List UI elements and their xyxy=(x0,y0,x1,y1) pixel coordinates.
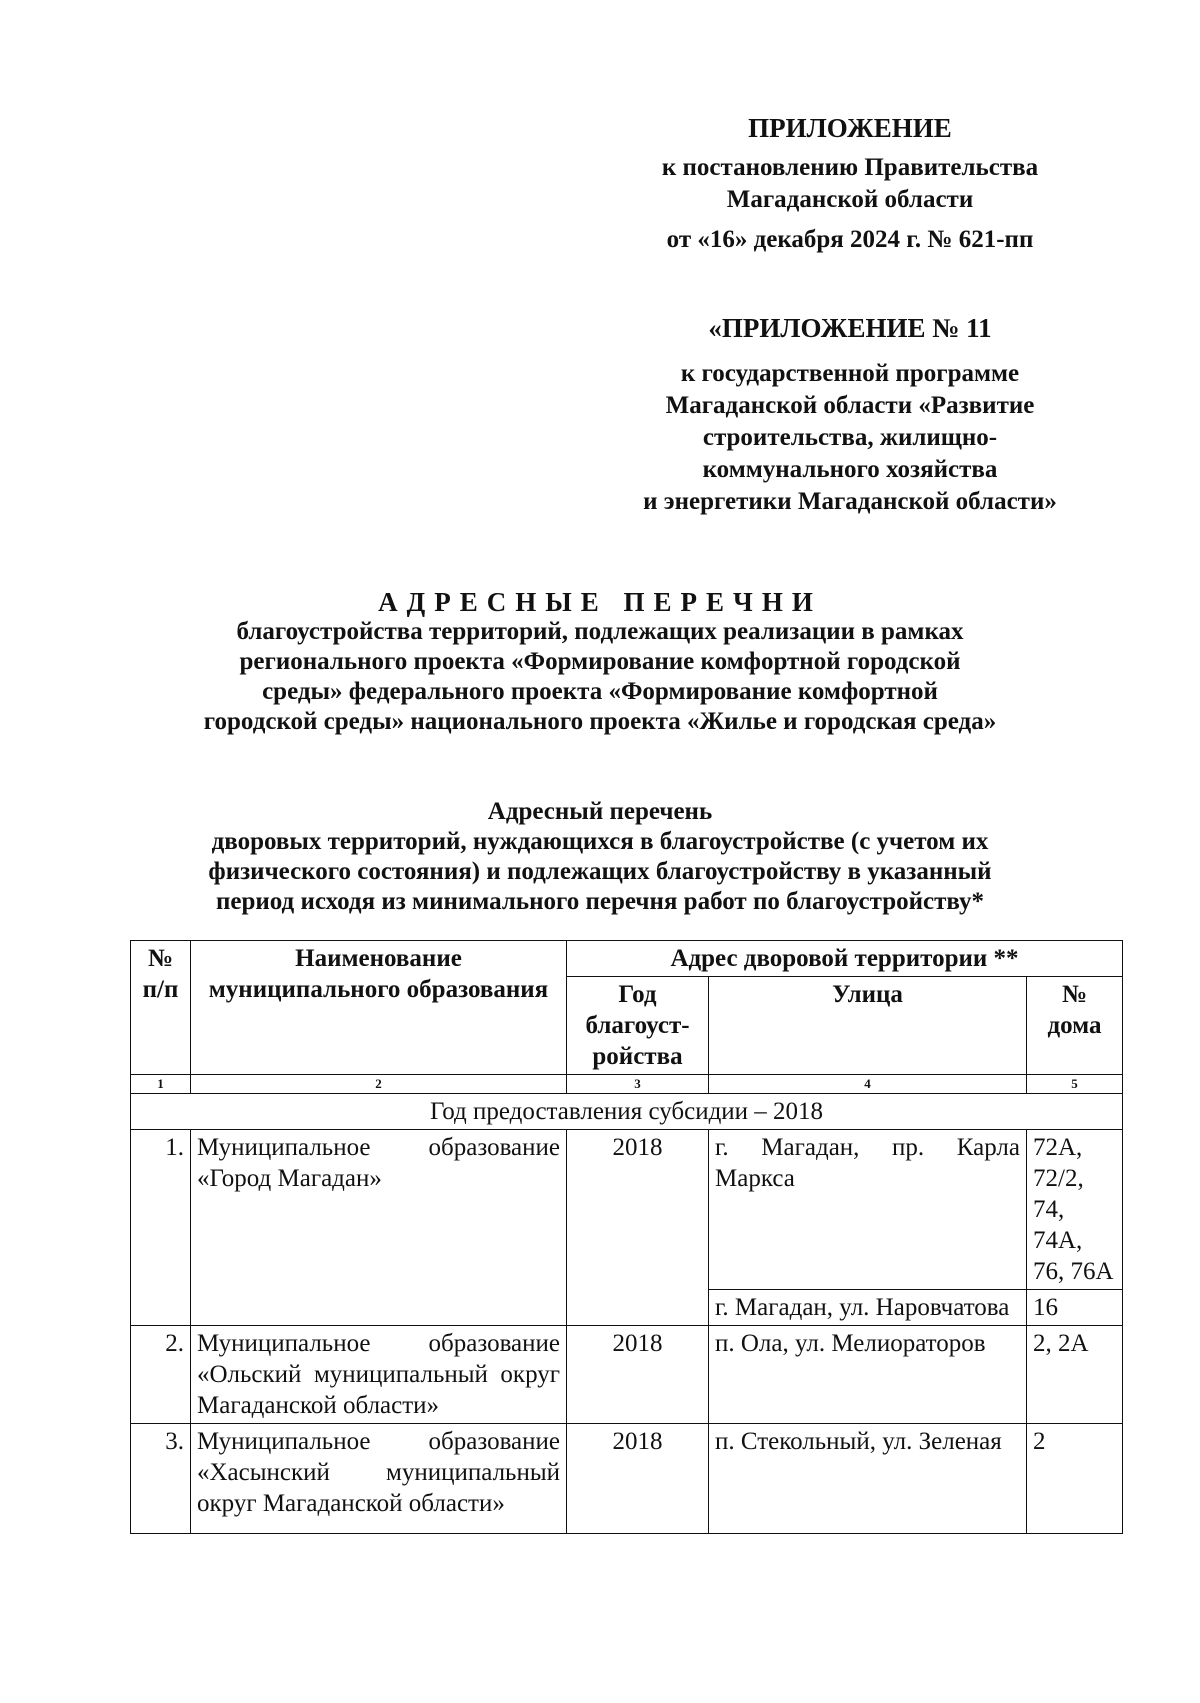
row-num: 1. xyxy=(131,1130,191,1326)
column-number: 2 xyxy=(191,1075,567,1094)
row-house: 2, 2А xyxy=(1027,1326,1123,1424)
appendix-11-line: и энергетики Магаданской области» xyxy=(643,488,1057,515)
address-list-subtitle-line: физического состояния) и подлежащих благоустройству в указанный xyxy=(208,858,992,885)
address-list-heading: Адресный перечень xyxy=(487,798,713,825)
column-number: 3 xyxy=(567,1075,709,1094)
row-num: 2. xyxy=(131,1326,191,1424)
row-street: п. Ола, ул. Мелиораторов xyxy=(709,1326,1027,1424)
appendix-title: ПРИЛОЖЕНИЕ xyxy=(748,113,952,143)
address-list-subtitle-line: дворовых территорий, нуждающихся в благоустройстве (с учетом их xyxy=(211,828,989,855)
table-header-row xyxy=(131,941,1123,977)
header-year: Год благоуст-ройства xyxy=(567,977,709,1075)
appendix-11-header xyxy=(600,312,1100,518)
appendix-line: Магаданской области xyxy=(726,186,974,213)
row-street: г. Магадан, пр. Карла Маркса xyxy=(709,1130,1027,1290)
column-number: 4 xyxy=(709,1075,1027,1094)
appendix-11-line: строительства, жилищно- xyxy=(702,424,998,451)
row-house: 72А, 72/2, 74, 74А, 76, 76А xyxy=(1027,1130,1123,1290)
row-year: 2018 xyxy=(567,1130,709,1326)
address-lists-title xyxy=(120,587,1080,737)
address-lists-subtitle-line: городской среды» национального проекта «Жилье и городская среда» xyxy=(203,708,997,735)
header-municipality: Наименование муниципального образования xyxy=(191,941,567,1075)
table-row xyxy=(131,1326,1123,1424)
row-street: г. Магадан, ул. Наровчатова xyxy=(709,1290,1027,1326)
address-lists-heading: АДРЕСНЫЕ ПЕРЕЧНИ xyxy=(378,587,822,617)
table-row xyxy=(131,1130,1123,1290)
row-municipality: Муниципальное образование «Ольский муниципальный округ Магаданской области» xyxy=(191,1326,567,1424)
address-lists-subtitle-line: благоустройства территорий, подлежащих реализации в рамках xyxy=(236,618,964,645)
subsidy-year-row xyxy=(131,1094,1123,1130)
header-house: № дома xyxy=(1027,977,1123,1075)
row-house: 16 xyxy=(1027,1290,1123,1326)
column-number: 5 xyxy=(1027,1075,1123,1094)
address-lists-subtitle-line: среды» федерального проекта «Формирование комфортной xyxy=(262,678,938,705)
appendix-11-line: Магаданской области «Развитие xyxy=(665,392,1035,419)
row-municipality: Муниципальное образование «Хасынский муниципальный округ Магаданской области» xyxy=(191,1424,567,1534)
appendix-line: к постановлению Правительства xyxy=(661,154,1039,181)
appendix-date-line: от «16» декабря 2024 г. № 621-пп xyxy=(666,226,1034,253)
column-number: 1 xyxy=(131,1075,191,1094)
address-list-title xyxy=(120,797,1080,917)
row-year: 2018 xyxy=(567,1326,709,1424)
column-number-row xyxy=(131,1075,1123,1094)
appendix-11-line: коммунального хозяйства xyxy=(702,456,998,483)
row-num: 3. xyxy=(131,1424,191,1534)
table-row xyxy=(131,1424,1123,1534)
header-street: Улица xyxy=(709,977,1027,1075)
address-list-subtitle-line: период исходя из минимального перечня работ по благоустройству* xyxy=(215,888,985,915)
row-house: 2 xyxy=(1027,1424,1123,1534)
appendix-header xyxy=(600,112,1100,256)
address-lists-subtitle-line: регионального проекта «Формирование комфортной городской xyxy=(239,648,961,675)
header-num: № п/п xyxy=(131,941,191,1075)
row-street: п. Стекольный, ул. Зеленая xyxy=(709,1424,1027,1534)
header-address-group: Адрес дворовой территории ** xyxy=(567,941,1123,977)
appendix-11-title: «ПРИЛОЖЕНИЕ № 11 xyxy=(708,313,992,343)
row-year: 2018 xyxy=(567,1424,709,1534)
subsidy-year-label: Год предоставления субсидии – 2018 xyxy=(131,1094,1123,1130)
row-municipality: Муниципальное образование «Город Магадан» xyxy=(191,1130,567,1326)
appendix-11-line: к государственной программе xyxy=(680,360,1020,387)
address-table xyxy=(130,940,1123,1534)
